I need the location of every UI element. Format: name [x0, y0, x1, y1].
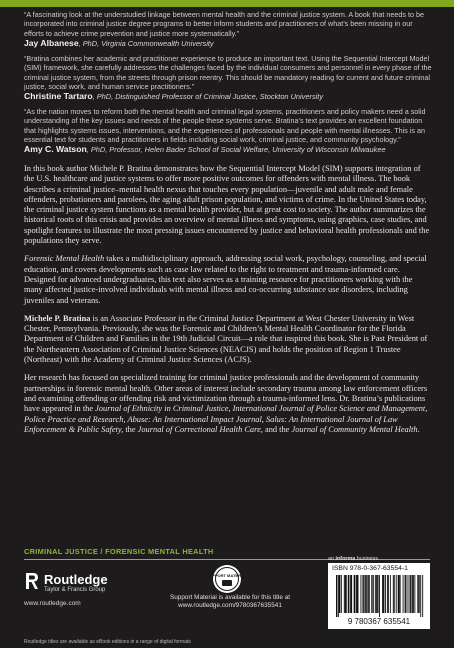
- description-paragraph-2: Forensic Mental Health takes a multidisciplinary approach, addressing social work, psychology, counseling, and special education, and covers developments such as case law related to the right to treatment and trauma-informed care. Designed for advanced undergraduates, this text also serves as a training resource for practitioners working with the many affected justice-involved individuals with mental illness and co-occurring substance use disorders, including juveniles and veterans.: [24, 254, 427, 305]
- description-paragraph-1: In this book author Michele P. Bratina demonstrates how the Sequential Intercept Model (SIM) supports integration of the U.S. healthcare and justice systems to offer more positive outcomes for offenders with mental illness. The book describes a criminal justice–mental health nexus that touches every population—juvenile and adult male and female offenders, probationers and parolees, the aging adult prison population, and victims of crime. In the United States today, the criminal justice system functions as a mental health provider, but at great cost to society. The author summarizes the historical roots of this crisis and provides an overview of mental illness and symptoms, using graphics, case studies, and spotlight features to illustrate the most pressing issues encountered by justice and behavioral health professionals and the populations they serve.: [24, 163, 430, 246]
- barcode-bar: [394, 575, 395, 613]
- barcode-bar: [356, 575, 357, 613]
- endorser: Amy C. Watson, PhD, Professor, Helen Bader School of Social Welfare, University of Wisconsin Milwaukee: [24, 144, 386, 155]
- publisher-name: Routledge: [44, 572, 108, 587]
- endorser: Christine Tartaro, PhD, Distinguished Professor of Criminal Justice, Stockton University: [24, 91, 324, 102]
- barcode-icon: [332, 575, 426, 627]
- barcode-bar: [376, 575, 377, 613]
- barcode-bar: [412, 575, 413, 613]
- author-research: Her research has focused on specialized training for criminal justice professionals and the development of community partnerships in forensic mental health. Other areas of interest include secondary trauma among law enforcement officers and examining offending or offending risk and victimization through a trauma-informed lens. Dr. Bratina’s publications have appeared in the Journal of Ethnicity in Criminal Justice, International Journal of Police Science and Management, Police Practice and Research, Abuse: An International Impact Journal, Salus: An International Journal of Law Enforcement & Public Safety, the Journal of Correctional Health Care, and the Journal of Community Mental Health.: [24, 373, 428, 434]
- barcode-bar: [346, 575, 347, 613]
- barcode-bar: [336, 575, 337, 617]
- endorsement-text: “As the nation moves to reform both the mental health and criminal legal systems, practitioners and policy makers need a solid understanding of the key issues and needs of the people these systems serve. Bratina’s text provides an excellent foundation that highlights systems issues, interventions, and the experiences of professionals and people with mental illnesses. This is an essential text for students and practitioners in fields including social work, criminal justice, and community psychology.”: [24, 106, 426, 145]
- barcode-bar: [341, 575, 342, 613]
- barcode-bar: [418, 575, 419, 613]
- barcode-bar: [371, 575, 372, 613]
- publisher-group: Taylor & Francis Group: [44, 587, 106, 593]
- barcode-bar: [373, 575, 374, 613]
- support-material-badge-icon: [206, 564, 248, 594]
- barcode-bar: [393, 575, 394, 613]
- endorsement-text: “A fascinating look at the understudied linkage between mental health and the criminal justice system. A book that needs to be incorporated into criminal justice degree programs to better inform students and practitioners of what’s been missing in our efforts to achieve crime prevention and justice more systematically.”: [24, 10, 424, 38]
- barcode-bar: [396, 575, 397, 613]
- barcode-bar: [390, 575, 391, 613]
- isbn-number: ISBN 978-0-367-63554-1: [332, 565, 408, 572]
- support-badge-text: SUPPORT MATERIAL: [206, 573, 248, 578]
- back-cover-content: [24, 10, 432, 443]
- barcode-bar: [377, 575, 378, 613]
- isbn-barcode-box: [328, 563, 430, 629]
- barcode-bar: [379, 575, 380, 617]
- barcode-bar: [361, 575, 362, 613]
- barcode-bar: [385, 575, 386, 613]
- barcode-bar: [403, 575, 404, 613]
- barcode-bar: [387, 575, 388, 613]
- barcode-bar: [400, 575, 401, 613]
- barcode-bar: [368, 575, 369, 613]
- barcode-bar: [382, 575, 383, 613]
- barcode-bar: [388, 575, 389, 613]
- barcode-bar: [411, 575, 412, 613]
- routledge-logo-icon: [24, 572, 40, 590]
- support-material-note: Support Material is available for this title at www.routledge.com/9780367635541: [169, 594, 291, 610]
- barcode-bar: [422, 575, 423, 617]
- barcode-bar: [350, 575, 351, 613]
- barcode-bar: [410, 575, 411, 613]
- footer: [0, 556, 454, 648]
- barcode-digits: 9 780367 635541: [347, 617, 411, 626]
- barcode-bar: [351, 575, 352, 613]
- barcode-bar: [365, 575, 366, 613]
- barcode-bar: [354, 575, 355, 613]
- barcode-bar: [406, 575, 407, 613]
- subject-category: CRIMINAL JUSTICE / FORENSIC MENTAL HEALTH: [24, 547, 430, 560]
- informa-tagline: an informa business: [328, 556, 379, 562]
- barcode-bar: [405, 575, 406, 613]
- barcode-bar: [367, 575, 368, 613]
- top-accent-bar: [0, 0, 454, 7]
- barcode-bar: [375, 575, 376, 613]
- author-bio: Michele P. Bratina is an Associate Professor in the Criminal Justice Department at West Chester University in West Chester, Pennsylvania. Previously, she was the Forensic and Children’s Mental Health Coordinator for the Florida Department of Children and Families in the 19th Judicial Circuit—a role that inspired this book. She is Past President of the Northeastern Association of Criminal Justice Sciences (NEACJS) and holds the position of Region 1 Trustee (Northeast) with the Academy of Criminal Justice Sciences (ACJS).: [24, 313, 428, 365]
- endorsement-1: [24, 10, 432, 50]
- barcode-bar: [383, 575, 384, 613]
- barcode-bar: [339, 575, 340, 613]
- endorsement-2: [24, 54, 432, 103]
- barcode-bar: [338, 575, 339, 617]
- publisher-url[interactable]: www.routledge.com: [24, 600, 81, 607]
- barcode-bar: [344, 575, 345, 613]
- barcode-bar: [417, 575, 418, 613]
- barcode-bar: [399, 575, 400, 613]
- endorsement-3: [24, 107, 432, 156]
- barcode-bar: [348, 575, 349, 613]
- endorser: Jay Albanese, PhD, Virginia Commonwealth University: [24, 38, 214, 49]
- barcode-bar: [364, 575, 365, 613]
- barcode-bar: [408, 575, 409, 613]
- ebook-footnote: Routledge titles are available as eBook editions in a range of digital formats: [24, 639, 191, 645]
- barcode-bar: [362, 575, 363, 613]
- barcode-bar: [358, 575, 359, 613]
- endorsement-text: “Bratina combines her academic and practitioner experience to produce an important text. Using the Sequential Intercept Model (SIM) framework, she carefully addresses the challenges faced by the individual consumers and personnel in every phase of the criminal justice system, from the streets through prison reentry. This should be mandatory reading for current and future criminal justice, social work, and human service practitioners.”: [24, 53, 432, 91]
- barcode-bar: [414, 575, 415, 613]
- barcode-bar: [420, 575, 421, 617]
